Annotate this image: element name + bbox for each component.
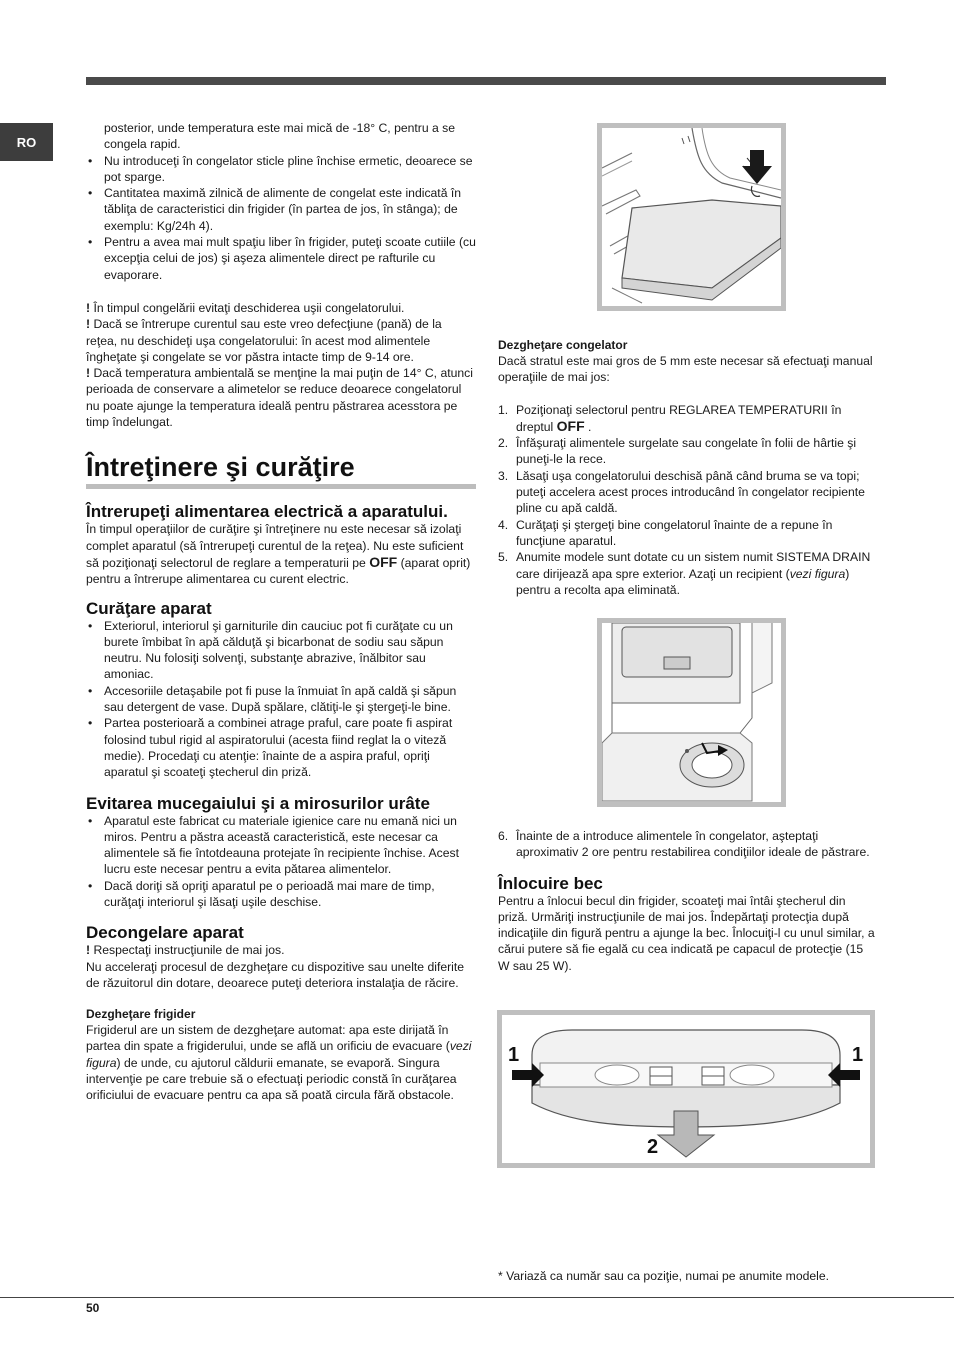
drain-illustration <box>602 623 781 802</box>
bulb-cover-illustration <box>502 1015 870 1163</box>
defrost-warning: ! Respectaţi instrucţiunile de mai jos. <box>86 943 285 958</box>
right-column-middle <box>498 828 878 974</box>
defrost-text: Nu acceleraţi procesul de dezgheţare cu dispozitive sau unelte diferite de răzuitorul din dotare, deoarece puteţi deteriora instalaţia de răcire. <box>86 959 465 990</box>
left-column <box>86 120 476 1104</box>
page-number: 50 <box>86 1301 100 1315</box>
fig-label-left: 1 <box>508 1044 520 1066</box>
freezer-drawer-illustration <box>602 128 781 306</box>
list-item: • Exteriorul, interiorul şi garniturile din cauciuc pot fi curăţate cu un burete îmbibat în apă călduţă şi bicarbonat de sodiu sau săpun neutru. Nu folosiţi solvenţi, substanţe abrazive, înălbitor sau amoniac. <box>86 618 476 683</box>
list-item: 6. Înainte de a introduce alimentele în congelator, aşteptaţi aproximativ 2 ore pentru restabilirea condiţiilor ideale de păstrare. <box>498 829 870 860</box>
header-bar <box>86 77 886 85</box>
list-item: • Cantitatea maximă zilnică de alimente de congelat este indicată în tăbliţa de caracteristici din frigider (în partea de jos, în stânga); de exemplu: Kg/24h 4). <box>86 185 476 234</box>
intro-bullets <box>86 153 476 283</box>
list-item: 5. Anumite modele sunt dotate cu un sistem numit SISTEMA DRAIN care dirijează apa spre exterior. Azaţi un recipient (vezi figura) pentru a recolta apa eliminată. <box>498 550 871 597</box>
section-title-bulb: Înlocuire bec <box>498 873 603 893</box>
section-title-mold: Evitarea mucegaiului şi a mirosurilor urâte <box>86 793 430 813</box>
bulb-text: Pentru a înlocui becul din frigider, scoateţi mai întâi ştecherul din priză. Urmăriţi instrucţiunile de mai jos. Îndepărtaţi protecţia după indicaţiile din figură pentru a ajunge la bec. Înlocuiţi-l cu unul similar, a cărui putere să fie egală cu cea indicată pe capacul de protecţie (15 W sau 25 W). <box>498 893 875 973</box>
freezer-defrost-intro: Dacă stratul este mai gros de 5 mm este necesar să efectuaţi manual operaţiile de mai jos: <box>498 354 873 385</box>
list-item: • Partea posterioară a combinei atrage praful, care poate fi aspirat folosind tubul rigid al aspiratorului (acesta fiind reglat la o viteză medie). Procedaţi cu atenţie: înainte de a aspira praful, opriţi aparatul şi scoateţi ştecherul din priză. <box>86 715 476 780</box>
footnote: * Variază ca număr sau ca poziţie, numai pe anumite modele. <box>498 1269 830 1283</box>
footer-rule <box>0 1297 954 1298</box>
fridge-defrost-text: Frigiderul are un sistem de dezgheţare automat: apa este dirijată în partea din spate a frigiderului, unde se află un orificiu de evacuare (vezi figura) de unde, cu ajutorul căldurii emanate, se evaporă. Singura intervenţie pe care trebuie să o efectuaţi periodic constă în curăţarea orificiului de evacuare pentru ca apa să poată circula fără obstacole. <box>86 1023 472 1103</box>
right-column-top <box>498 338 878 598</box>
section-title-power: Întrerupeţi alimentarea electrică a aparatului. <box>86 502 448 522</box>
language-tab: RO <box>0 123 53 161</box>
list-item: 1. Poziţionaţi selectorul pentru REGLAREA TEMPERATURII în dreptul OFF . <box>498 402 842 434</box>
figure-drain-system <box>597 618 786 807</box>
figure-bulb-cover <box>497 1010 875 1168</box>
subsection-title-fridge-defrost: Dezgheţare frigider <box>86 1007 196 1022</box>
warning-2: ! Dacă se întrerupe curentul sau este vreo defecţiune (pană) de la reţea, nu deschideţi uşa congelatorului: în acest mod alimentele îngheţate şi congelate se vor păstra intacte timp de 9-14 ore. <box>86 317 442 364</box>
list-item: • Aparatul este fabricat cu materiale igienice care nu emană nici un miros. Pentru a păstra această caracteristică, este necesar ca alimentele să fie întotdeauna protejate în recipiente închise. Acest lucru este necesar pentru a evita pătarea alimentelor. <box>86 813 476 878</box>
figure-freezer-drawer <box>597 123 786 311</box>
list-item: 4. Curăţaţi şi ştergeţi bine congelatorul înainte de a repune în funcţiune aparatul. <box>498 517 833 548</box>
defrost-steps <box>498 402 878 599</box>
section-title-cleaning: Curăţare aparat <box>86 598 212 618</box>
cleaning-bullets <box>86 618 476 781</box>
intro-continuation: posterior, unde temperatura este mai mică de -18° C, pentru a se congela rapid. <box>104 121 456 152</box>
section-title-defrost: Decongelare aparat <box>86 923 244 943</box>
mold-bullets <box>86 813 476 911</box>
subsection-title-freezer-defrost: Dezgheţare congelator <box>498 338 628 352</box>
warning-1: ! În timpul congelării evitaţi deschiderea uşii congelatorului. <box>86 300 405 315</box>
list-item: 2. Înfăşuraţi alimentele surgelate sau congelate în folii de hârtie şi puneţi-le la rece. <box>498 436 857 467</box>
fig-label-bottom: 2 <box>647 1136 659 1158</box>
section-power-text: În timpul operaţiilor de curăţire şi întreţinere nu este necesar să izolaţi complet aparatul (să întrerupeţi curentul de la reţea). Nu este suficient să poziţionaţi selectorul de reglare a temperaturii pe OFF (aparat oprit) pentru a întrerupe alimentarea cu curent electric. <box>86 522 471 587</box>
list-item: • Nu introduceţi în congelator sticle pline închise ermetic, deoarece se pot sparge. <box>86 153 476 186</box>
fig-label-right: 1 <box>852 1044 864 1066</box>
main-title: Întreţinere şi curăţire <box>86 450 476 489</box>
list-item: • Dacă doriţi să opriţi aparatul pe o perioadă mai mare de timp, curăţaţi interiorul şi lăsaţi uşile deschise. <box>86 878 476 911</box>
list-item: 3. Lăsaţi uşa congelatorului deschisă până când bruma se va topi; puteţi accelera acest proces introducând în congelator recipiente pline cu apă caldă. <box>498 468 865 516</box>
list-item: • Accesoriile detaşabile pot fi puse la înmuiat în apă caldă şi săpun sau detergent de vase. După spălare, clătiţi-le şi ştergeţi-le bine. <box>86 683 476 716</box>
list-item: • Pentru a avea mai mult spaţiu liber în frigider, puteţi scoate cutiile (cu excepţia celui de jos) şi aşeza alimentele direct pe rafturile cu evaporare. <box>86 234 476 283</box>
warning-3: ! Dacă temperatura ambientală se menţine la mai puţin de 14° C, atunci perioada de conservare a alimetelor se reduce deoarece congelatorul nu poate ajunge la temperatura ideală pentru păstrarea acesstora pe timp îndelungat. <box>86 366 473 430</box>
